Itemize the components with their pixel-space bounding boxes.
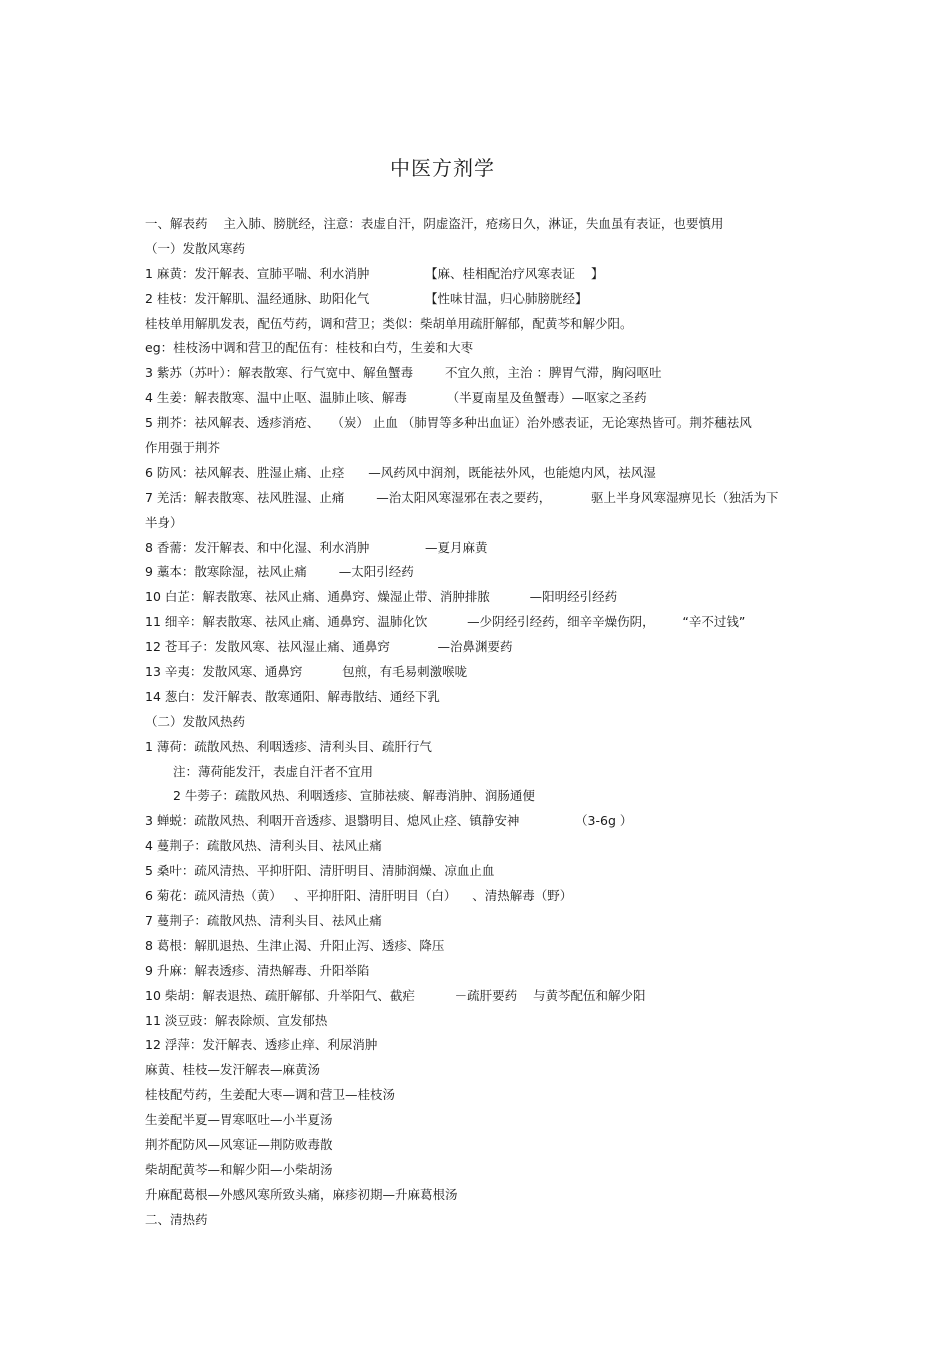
document-body — [145, 212, 805, 1233]
text-line: 10 白芷：解表散寒、祛风止痛、通鼻窍、燥湿止带、消肿排脓 —阳明经引经药 — [145, 589, 618, 605]
text-line: 5 荆芥：祛风解表、透疹消疮、 （炭） 止血 （肺胃等多种出血证）治外感表证，无论寒热皆可。荆芥穗祛风 — [145, 415, 752, 431]
text-line: 柴胡配黄芩—和解少阳—小柴胡汤 — [145, 1161, 333, 1177]
text-line: 3 紫苏（苏叶）：解表散寒、行气宽中、解鱼蟹毒 不宜久煎，主治 ：脾胃气滞，胸闷呕吐 — [145, 365, 662, 381]
text-line: 9 藁本：散寒除湿，祛风止痛 —太阳引经药 — [145, 564, 414, 580]
text-line: 作用强于荆芥 — [145, 440, 221, 456]
text-line: 6 防风：祛风解表、胜湿止痛、止痉 —风药风中润剂，既能祛外风，也能熄内风，祛风湿 — [145, 464, 656, 480]
text-line: 4 生姜：解表散寒、温中止呕、温肺止咳、解毒 （半夏南星及鱼蟹毒）—呕家之圣药 — [145, 390, 647, 406]
text-line: 半身） — [145, 514, 183, 530]
text-line: 升麻配葛根—外感风寒所致头痛，麻疹初期—升麻葛根汤 — [145, 1186, 458, 1202]
text-line: 8 香薷：发汗解表、和中化湿、利水消肿 —夏月麻黄 — [145, 539, 488, 555]
text-line: （二）发散风热药 — [145, 713, 246, 729]
text-line: 二、清热药 — [145, 1211, 208, 1227]
text-line: 11 淡豆豉：解表除烦、宣发郁热 — [145, 1012, 328, 1028]
text-line: 5 桑叶：疏风清热、平抑肝阳、清肝明目、清肺润燥、凉血止血 — [145, 863, 495, 879]
text-line: 9 升麻：解表透疹、清热解毒、升阳举陷 — [145, 962, 370, 978]
text-line: 3 蝉蜕：疏散风热、利咽开音透疹、退翳明目、熄风止痉、镇静安神 （3-6g ） — [145, 813, 633, 829]
text-line: 11 细辛：解表散寒、祛风止痛、通鼻窍、温肺化饮 —少阴经引经药，细辛辛燥伤阴， “辛不过钱” — [145, 614, 746, 630]
text-line: （一）发散风寒药 — [145, 240, 246, 256]
text-line: 12 苍耳子：发散风寒、祛风湿止痛、通鼻窍 —治鼻渊要药 — [145, 639, 513, 655]
text-line: eg：桂枝汤中调和营卫的配伍有：桂枝和白芍，生姜和大枣 — [145, 340, 474, 356]
text-line: 7 蔓荆子：疏散风热、清利头目、祛风止痛 — [145, 912, 382, 928]
text-line: 生姜配半夏—胃寒呕吐—小半夏汤 — [145, 1112, 333, 1128]
document-title: 中医方剂学 — [390, 156, 495, 180]
text-line: 14 葱白：发汗解表、散寒通阳、解毒散结、通经下乳 — [145, 688, 440, 704]
text-line: 12 浮萍：发汗解表、透疹止痒、利尿消肿 — [145, 1037, 378, 1053]
text-line: 荆芥配防风—风寒证—荆防败毒散 — [145, 1136, 333, 1152]
text-line: 一、解表药 主入肺、膀胱经，注意：表虚自汗，阴虚盗汗，疮疡日久，淋证，失血虽有表证，也要慎用 — [145, 216, 724, 231]
text-line: 2 牛蒡子：疏散风热、利咽透疹、宣肺祛痰、解毒消肿、润肠通便 — [173, 788, 535, 804]
text-line: 桂枝配芍药，生姜配大枣—调和营卫—桂枝汤 — [145, 1087, 396, 1103]
text-line: 2 桂枝：发汗解肌、温经通脉、助阳化气 【性味甘温，归心肺膀胱经】 — [145, 290, 588, 306]
text-line: 6 菊花：疏风清热（黄） 、平抑肝阳、清肝明目（白） 、清热解毒（野） — [145, 888, 573, 904]
text-line: 13 辛夷：发散风寒、通鼻窍 包煎，有毛易刺激喉咙 — [145, 664, 468, 680]
text-line: 桂枝单用解肌发表，配伍芍药，调和营卫；类似：柴胡单用疏肝解郁，配黄芩和解少阳。 — [145, 315, 633, 331]
text-line: 4 蔓荆子：疏散风热、清利头目、祛风止痛 — [145, 838, 382, 854]
text-line: 8 葛根：解肌退热、生津止渴、升阳止泻、透疹、降压 — [145, 937, 445, 953]
text-line: 注：薄荷能发汗，表虚自汗者不宜用 — [173, 763, 374, 779]
text-line: 10 柴胡：解表退热、疏肝解郁、升举阳气、截疟 －疏肝要药 与黄芩配伍和解少阳 — [145, 987, 646, 1003]
text-line: 1 薄荷：疏散风热、利咽透疹、清利头目、疏肝行气 — [145, 738, 432, 754]
text-line: 麻黄、桂枝—发汗解表—麻黄汤 — [145, 1062, 321, 1078]
text-line: 7 羌活：解表散寒、祛风胜湿、止痛 —治太阳风寒湿邪在表之要药， 驱上半身风寒湿痹见长（独活为下 — [145, 489, 779, 505]
text-line: 1 麻黄：发汗解表、宣肺平喘、利水消肿 【麻、桂相配治疗风寒表证 】 — [145, 265, 604, 281]
